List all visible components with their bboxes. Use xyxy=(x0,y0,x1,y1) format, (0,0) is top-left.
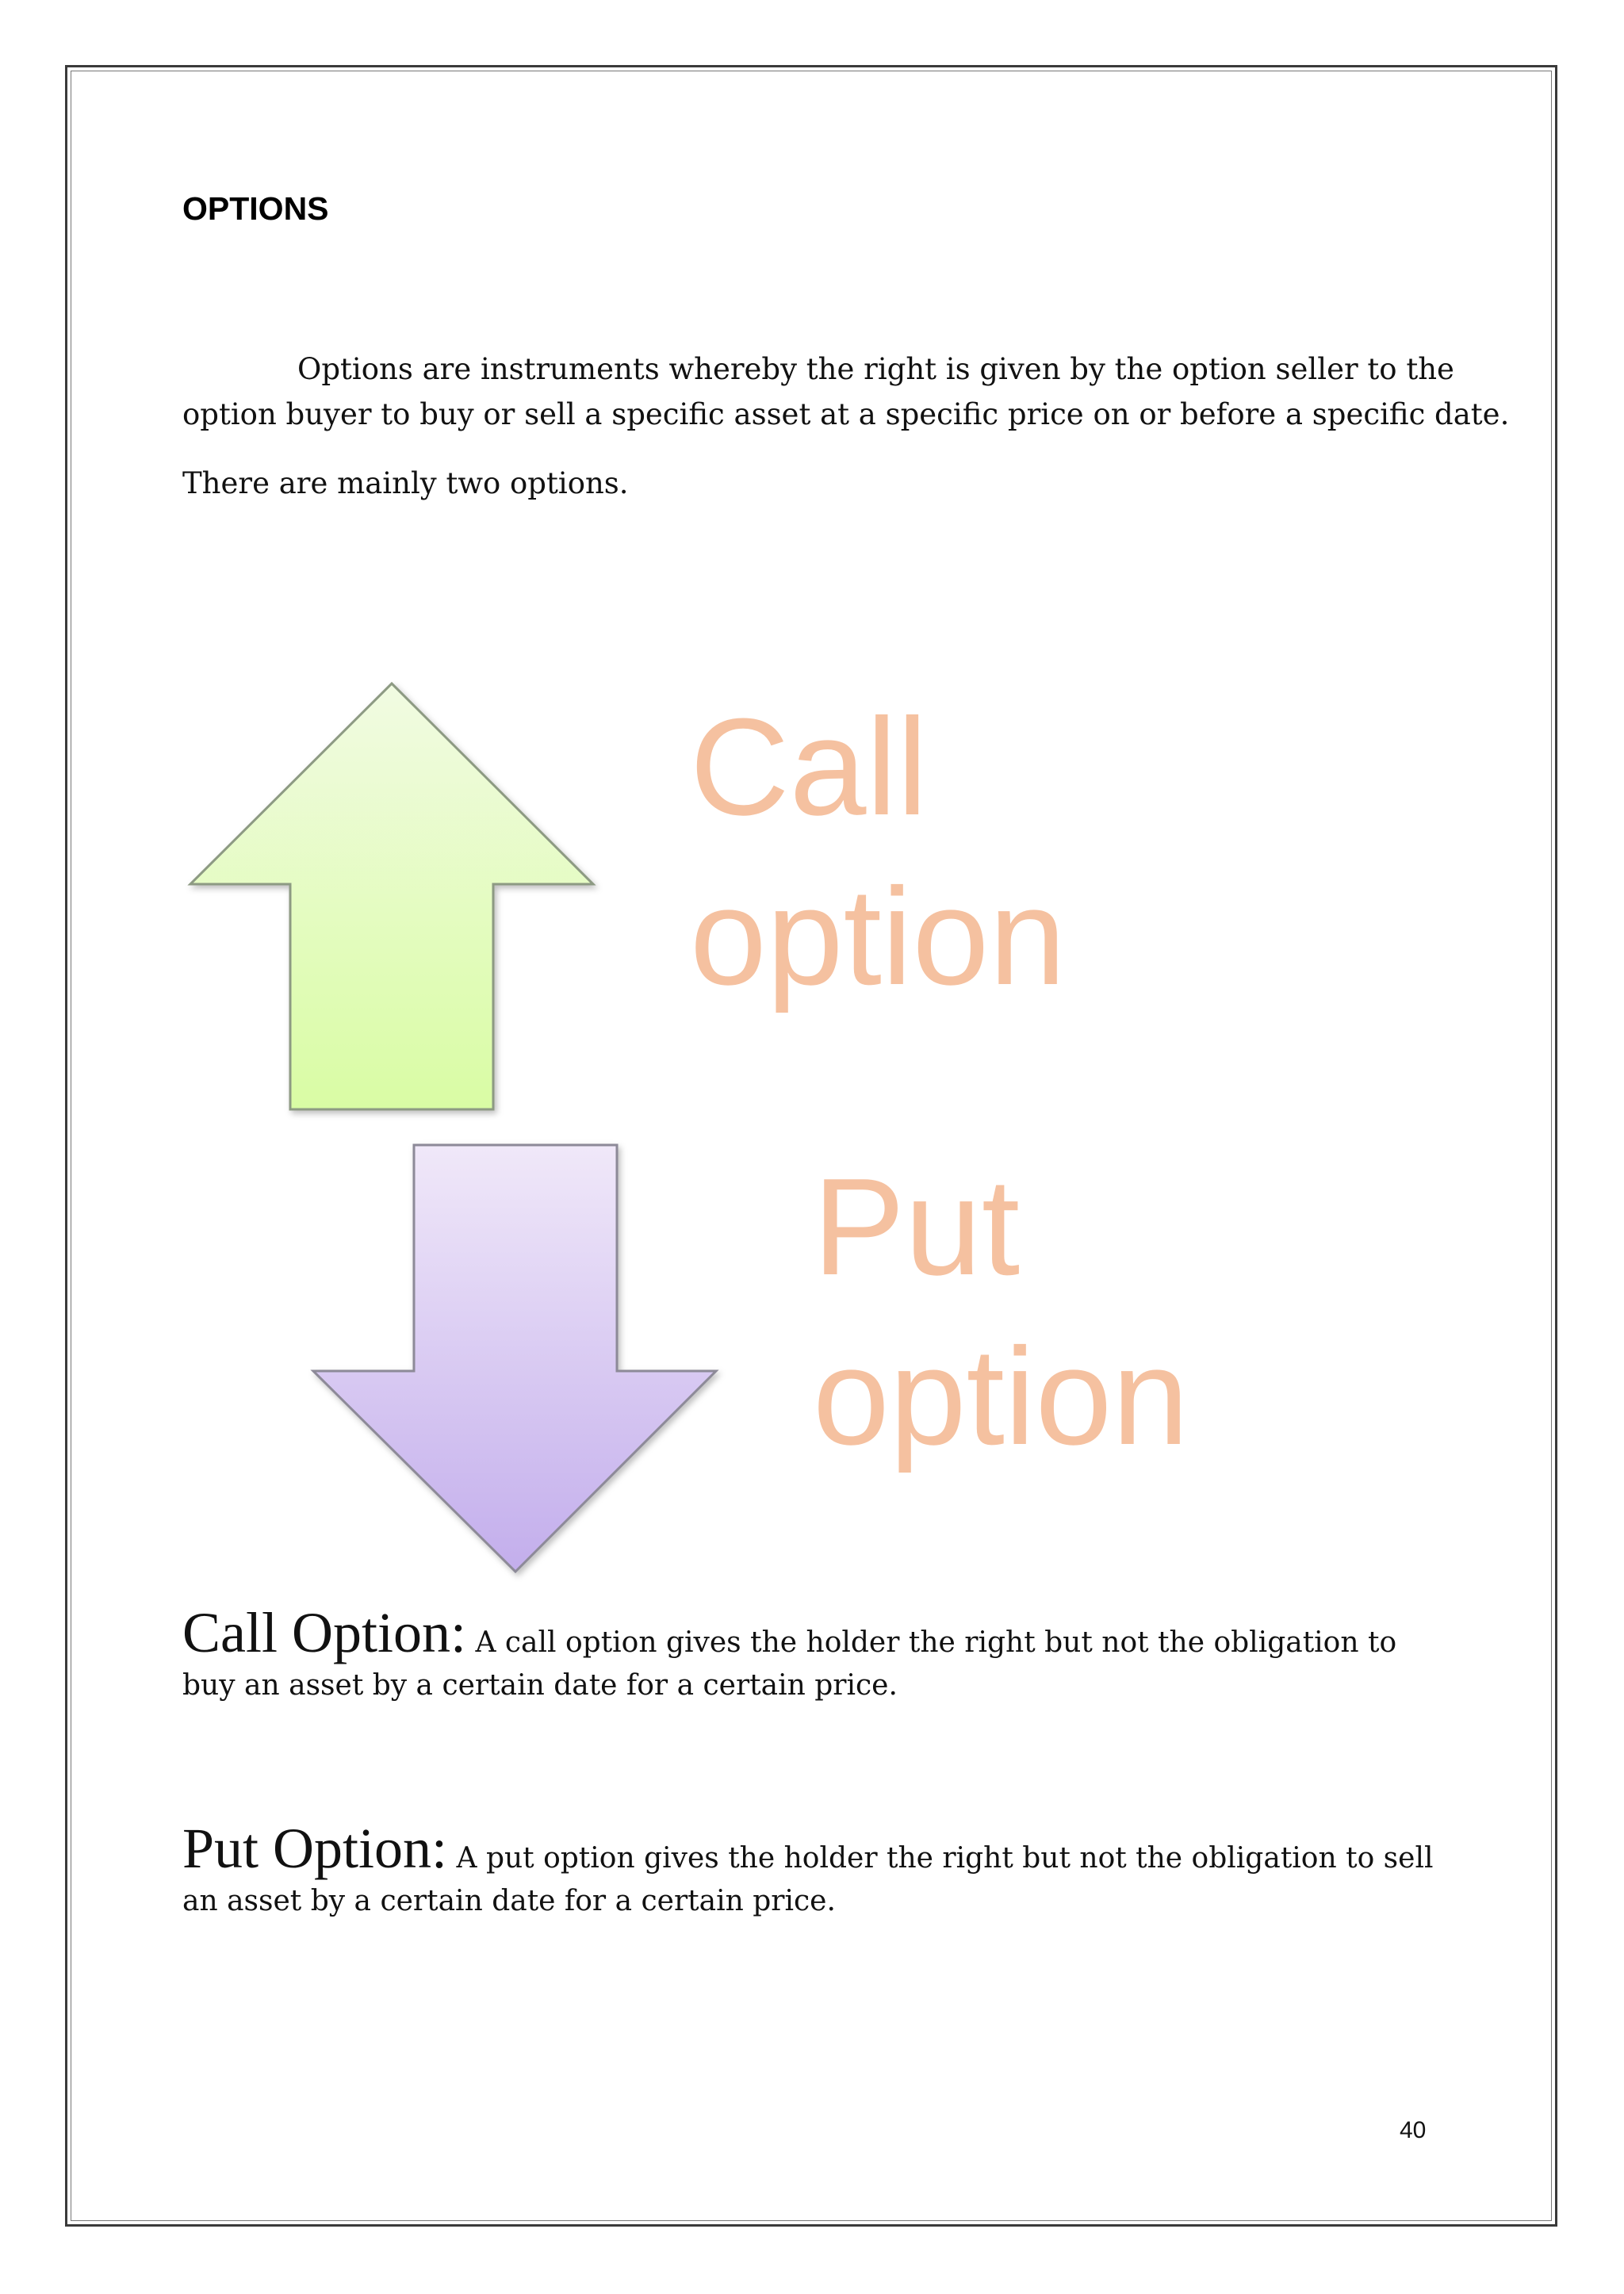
page-number: 40 xyxy=(1400,2117,1427,2143)
intro-line-1: Options are instruments whereby the right is given by the option seller to the xyxy=(297,352,1454,386)
put-option-desc: A put option gives the holder the right but not the obligation to sell xyxy=(447,1842,1434,1875)
call-option-desc: A call option gives the holder the right but not the obligation to xyxy=(466,1626,1397,1659)
call-option-desc-line-2: buy an asset by a certain date for a certain price. xyxy=(182,1669,898,1702)
put-option-label xyxy=(813,1142,1189,1481)
put-option-term: Put Option: xyxy=(182,1817,448,1880)
put-option-desc-line-2: an asset by a certain date for a certain price. xyxy=(182,1885,836,1917)
call-option-label xyxy=(690,682,1066,1021)
intro-line-2: option buyer to buy or sell a specific asset at a specific price on or before a specific date. xyxy=(182,397,1510,431)
call-label-line-2: option xyxy=(690,859,1067,1013)
call-option-term: Call Option: xyxy=(182,1601,466,1664)
put-label-line-2: option xyxy=(813,1319,1189,1473)
section-heading: OPTIONS xyxy=(182,190,329,227)
intro-summary: There are mainly two options. xyxy=(182,466,629,500)
call-option-definition xyxy=(182,1600,1396,1702)
put-label-line-1: Put xyxy=(813,1149,1021,1304)
intro-paragraph xyxy=(182,347,1510,437)
put-option-definition xyxy=(182,1816,1434,1917)
call-label-line-1: Call xyxy=(690,689,928,844)
